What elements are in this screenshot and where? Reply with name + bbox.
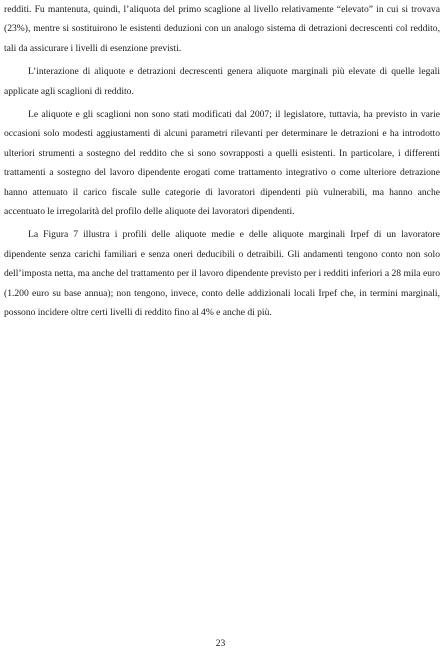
paragraph-2: L’interazione di aliquote e detrazioni decrescenti genera aliquote marginali più elevate di quelle legali applicate agli scaglioni di reddito.: [4, 66, 440, 97]
paragraph-1: redditi. Fu mantenuta, quindi, l’aliquota del primo scaglione al livello relativamente “elevato” in cui si trovava (23%), mentre si sostituirono le esistenti deduzioni con un analogo sistema di detrazioni decrescenti col reddito, tali da assicurare i livelli di esenzione previsti.: [4, 4, 440, 54]
body-text: [4, 0, 440, 323]
paragraph-4: La Figura 7 illustra i profili delle aliquote medie e delle aliquote marginali Irpef di un lavoratore dipendente senza carichi familiari e senza oneri deducibili o detraibili. Gli andamenti tengono conto non solo dell’imposta netta, ma anche del trattamento per il lavoro dipendente previsto per i redditi inferiori a 28 mila euro (1.200 euro su base annua); non tengono, invece, conto delle addizionali locali Irpef che, in termini marginali, possono incidere oltre certi livelli di reddito fino al 4% e anche di più.: [4, 229, 440, 319]
page-number: 23: [215, 638, 226, 649]
paragraph-3: Le aliquote e gli scaglioni non sono stati modificati dal 2007; il legislatore, tuttavia, ha previsto in varie occasioni solo modesti aggiustamenti di alcuni parametri rilevanti per determinare le detrazioni e ha introdotto ulteriori strumenti a sostegno del reddito che si sono sovrapposti a quelli esistenti. In particolare, i differenti trattamenti a sostegno del lavoro dipendente erogati come trattamento integrativo o come ulteriore detrazione hanno attenuato il carico fiscale sulle categorie di lavoratori dipendenti più vulnerabili, ma hanno anche accentuato le irregolarità del profilo delle aliquote dei lavoratori dipendenti.: [4, 109, 440, 218]
